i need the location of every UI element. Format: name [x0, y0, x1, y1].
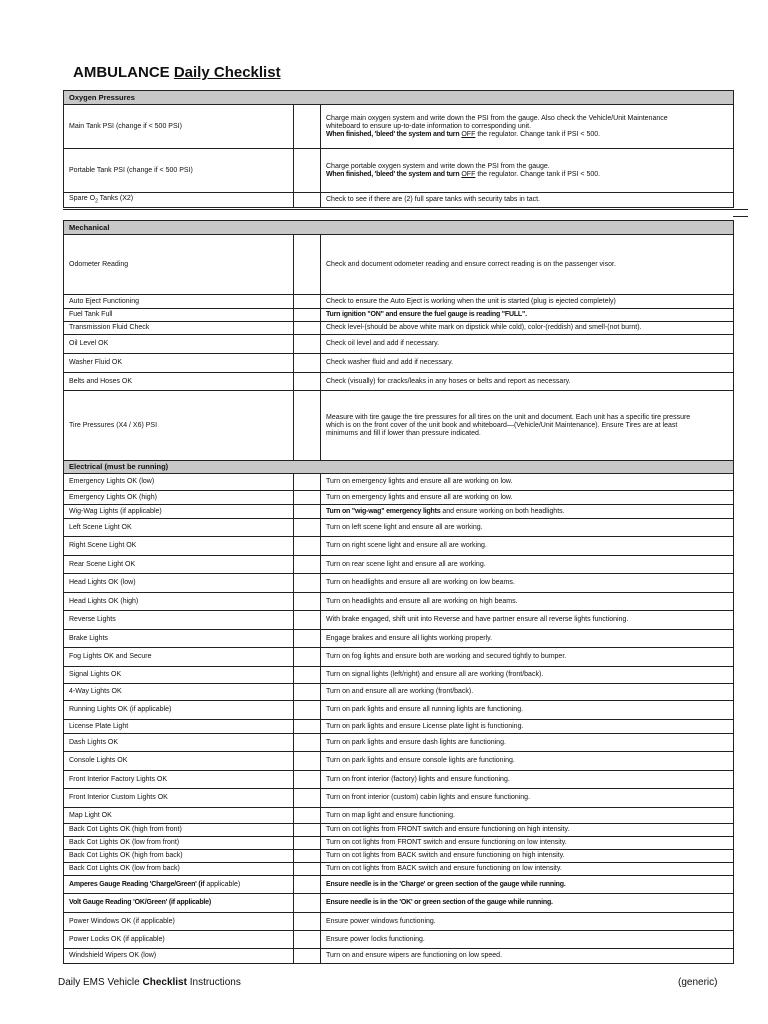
divider	[733, 216, 748, 217]
table-cell: Main Tank PSI (change if < 500 PSI)	[64, 105, 294, 149]
check-box[interactable]	[294, 684, 321, 701]
table-row	[64, 335, 734, 354]
cell-text: the regulator. Change tank if PSI < 500.	[477, 130, 601, 138]
cell-text: the regulator. Change tank if PSI < 500.	[477, 170, 601, 178]
table-cell: Check washer fluid and add if necessary.	[321, 354, 734, 373]
table-cell: Turn on cot lights from FRONT switch and ensure functioning on high intensity.	[321, 824, 734, 837]
table-cell: Measure with tire gauge the tire pressures for all tires on the unit and document. Each unit has a specific tire pressure which is on the front cover of the unit book and whiteboard—(Vehicle/Unit Maintenance). Ensure Tires are at least minimums and fill if lower than pressure indicated.	[321, 391, 734, 461]
table-cell: Rear Scene Light OK	[64, 556, 294, 574]
table-row	[64, 235, 734, 295]
table-row	[64, 373, 734, 391]
table-cell: Belts and Hoses OK	[64, 373, 294, 391]
table-row	[64, 295, 734, 309]
table-row	[64, 771, 734, 789]
check-box[interactable]	[294, 235, 321, 295]
table-cell: Emergency Lights OK (low)	[64, 474, 294, 491]
table-row	[64, 309, 734, 322]
section-header	[64, 221, 734, 235]
table-row	[64, 611, 734, 630]
table-cell: Fog Lights OK and Secure	[64, 648, 294, 667]
table-row	[64, 105, 734, 149]
cell-text: applicable)	[204, 880, 241, 888]
table-cell: 4-Way Lights OK	[64, 684, 294, 701]
table-row	[64, 701, 734, 720]
table-cell: Volt Gauge Reading 'OK/Green' (if applicable)	[64, 894, 294, 913]
check-box[interactable]	[294, 850, 321, 863]
table-cell: Turn on headlights and ensure all are working on low beams.	[321, 574, 734, 593]
check-box[interactable]	[294, 105, 321, 149]
cell-text: Tanks (X2)	[97, 194, 134, 202]
mechanical-electrical-table	[63, 220, 734, 964]
check-box[interactable]	[294, 537, 321, 556]
page-title	[73, 64, 281, 81]
check-box[interactable]	[294, 876, 321, 894]
table-cell: Tire Pressures (X4 / X6) PSI	[64, 391, 294, 461]
table-row	[64, 789, 734, 808]
table-row	[64, 931, 734, 949]
cell-text: 2	[95, 198, 98, 205]
table-cell: Reverse Lights	[64, 611, 294, 630]
table-row	[64, 537, 734, 556]
table-cell: Signal Lights OK	[64, 667, 294, 684]
table-cell: Turn on rear scene light and ensure all are working.	[321, 556, 734, 574]
check-box[interactable]	[294, 556, 321, 574]
table-cell: Back Cot Lights OK (low from front)	[64, 837, 294, 850]
check-box[interactable]	[294, 913, 321, 931]
check-box[interactable]	[294, 771, 321, 789]
table-row	[64, 667, 734, 684]
check-box[interactable]	[294, 720, 321, 734]
check-box[interactable]	[294, 193, 321, 208]
table-row	[64, 863, 734, 876]
table-cell: Check (visually) for cracks/leaks in any hoses or belts and report as necessary.	[321, 373, 734, 391]
check-box[interactable]	[294, 949, 321, 964]
table-cell: Back Cot Lights OK (high from front)	[64, 824, 294, 837]
check-box[interactable]	[294, 837, 321, 850]
check-box[interactable]	[294, 149, 321, 193]
check-box[interactable]	[294, 354, 321, 373]
cell-text: Daily Checklist	[173, 64, 281, 81]
check-box[interactable]	[294, 894, 321, 913]
table-cell	[64, 193, 294, 208]
table-cell: Ensure needle is in the 'Charge' or green section of the gauge while running.	[321, 876, 734, 894]
table-row	[64, 354, 734, 373]
table-cell: Turn on and ensure wipers are functioning on low speed.	[321, 949, 734, 964]
table-cell: Turn on park lights and ensure all running lights are functioning.	[321, 701, 734, 720]
check-box[interactable]	[294, 373, 321, 391]
table-row	[64, 149, 734, 193]
table-cell: Transmission Fluid Check	[64, 322, 294, 335]
table-row	[64, 913, 734, 931]
check-box[interactable]	[294, 309, 321, 322]
table-cell	[64, 876, 294, 894]
check-box[interactable]	[294, 391, 321, 461]
table-cell: Front Interior Factory Lights OK	[64, 771, 294, 789]
check-box[interactable]	[294, 322, 321, 335]
table-row	[64, 752, 734, 771]
table-cell: Check level-(should be above white mark on dipstick while cold), color-(reddish) and smell-(not burnt).	[321, 322, 734, 335]
check-box[interactable]	[294, 611, 321, 630]
check-box[interactable]	[294, 519, 321, 537]
table-cell: Check to ensure the Auto Eject is working when the unit is started (plug is ejected completely)	[321, 295, 734, 309]
table-cell: Oxygen Pressures	[64, 91, 734, 105]
table-cell: Charge portable oxygen system and write down the PSI from the gauge. When finished, 'bleed' the system and turn OFF the regulator. Change tank if PSI < 500.	[321, 149, 734, 193]
table-cell: Head Lights OK (low)	[64, 574, 294, 593]
cell-text: Instructions	[186, 977, 241, 988]
table-row	[64, 837, 734, 850]
table-cell: Oil Level OK	[64, 335, 294, 354]
table-cell: Turn on and ensure all are working (front/back).	[321, 684, 734, 701]
table-cell: Turn on fog lights and ensure both are working and secured tightly to bumper.	[321, 648, 734, 667]
table-cell: Right Scene Light OK	[64, 537, 294, 556]
table-cell: Turn on emergency lights and ensure all are working on low.	[321, 474, 734, 491]
table-cell: Power Windows OK (if applicable)	[64, 913, 294, 931]
table-cell: Turn on signal lights (left/right) and ensure all are working (front/back).	[321, 667, 734, 684]
section-header	[64, 91, 734, 105]
check-box[interactable]	[294, 667, 321, 684]
cell-text: Checklist	[142, 977, 187, 988]
table-cell: Ensure power locks functioning.	[321, 931, 734, 949]
table-cell: Turn on park lights and ensure License plate light is functioning.	[321, 720, 734, 734]
table-row	[64, 824, 734, 837]
table-cell: Ensure power windows functioning.	[321, 913, 734, 931]
table-row	[64, 505, 734, 519]
table-cell: Odometer Reading	[64, 235, 294, 295]
check-box[interactable]	[294, 335, 321, 354]
cell-text: When finished, 'bleed' the system and turn	[326, 170, 460, 178]
table-row	[64, 876, 734, 894]
table-cell: Turn on right scene light and ensure all are working.	[321, 537, 734, 556]
table-row	[64, 556, 734, 574]
table-cell: Turn on park lights and ensure dash lights are functioning.	[321, 734, 734, 752]
table-row	[64, 322, 734, 335]
table-cell: Turn ignition "ON" and ensure the fuel gauge is reading "FULL".	[321, 309, 734, 322]
check-box[interactable]	[294, 574, 321, 593]
table-cell: Fuel Tank Full	[64, 309, 294, 322]
cell-text: Turn on "wig-wag" emergency lights	[326, 507, 441, 515]
table-cell: Turn on cot lights from BACK switch and ensure functioning on high intensity.	[321, 850, 734, 863]
table-cell: Engage brakes and ensure all lights working properly.	[321, 630, 734, 648]
check-box[interactable]	[294, 701, 321, 720]
table-cell: Turn on left scene light and ensure all are working.	[321, 519, 734, 537]
table-cell: Power Locks OK (if applicable)	[64, 931, 294, 949]
table-cell: Turn on map light and ensure functioning.	[321, 808, 734, 824]
table-cell: Check to see if there are (2) full spare tanks with security tabs in tact.	[321, 193, 734, 208]
check-box[interactable]	[294, 824, 321, 837]
table-cell: Turn on front interior (custom) cabin lights and ensure functioning.	[321, 789, 734, 808]
check-box[interactable]	[294, 505, 321, 519]
table-cell: Ensure needle is in the 'OK' or green section of the gauge while running.	[321, 894, 734, 913]
table-cell: Washer Fluid OK	[64, 354, 294, 373]
table-cell: Charge main oxygen system and write down the PSI from the gauge. Also check the Vehicle/Unit Maintenance whiteboard to ensure up-to-date information to corresponding unit. When finished, 'bleed' the system and turn OFF the regulator. Change tank if PSI < 500.	[321, 105, 734, 149]
table-cell: Turn on park lights and ensure console lights are functioning.	[321, 752, 734, 771]
cell-text: Spare O	[69, 194, 96, 202]
table-row	[64, 193, 734, 208]
table-row	[64, 630, 734, 648]
table-row	[64, 519, 734, 537]
table-cell: Wig-Wag Lights (if applicable)	[64, 505, 294, 519]
table-cell: Back Cot Lights OK (high from back)	[64, 850, 294, 863]
table-row	[64, 574, 734, 593]
check-box[interactable]	[294, 863, 321, 876]
table-row	[64, 894, 734, 913]
table-cell: Map Light OK	[64, 808, 294, 824]
table-cell: Running Lights OK (if applicable)	[64, 701, 294, 720]
table-cell	[321, 505, 734, 519]
table-cell: Portable Tank PSI (change if < 500 PSI)	[64, 149, 294, 193]
table-cell: Turn on emergency lights and ensure all are working on low.	[321, 491, 734, 505]
cell-text: OFF	[461, 170, 476, 178]
footer-document-name	[58, 977, 241, 988]
table-row	[64, 474, 734, 491]
table-cell: Check oil level and add if necessary.	[321, 335, 734, 354]
table-row	[64, 808, 734, 824]
table-cell: Dash Lights OK	[64, 734, 294, 752]
table-cell: Turn on cot lights from BACK switch and ensure functioning on low intensity.	[321, 863, 734, 876]
table-cell: Turn on cot lights from FRONT switch and ensure functioning on low intensity.	[321, 837, 734, 850]
table-cell: License Plate Light	[64, 720, 294, 734]
check-box[interactable]	[294, 474, 321, 491]
table-row	[64, 720, 734, 734]
table-row	[64, 949, 734, 964]
table-cell: Auto Eject Functioning	[64, 295, 294, 309]
table-cell: Windshield Wipers OK (low)	[64, 949, 294, 964]
table-cell: Turn on front interior (factory) lights and ensure functioning.	[321, 771, 734, 789]
check-box[interactable]	[294, 734, 321, 752]
table-cell: Front Interior Custom Lights OK	[64, 789, 294, 808]
cell-text: Amperes Gauge Reading 'Charge/Green' (if	[69, 880, 205, 888]
check-box[interactable]	[294, 295, 321, 309]
table-cell: With brake engaged, shift unit into Reverse and have partner ensure all reverse lights functioning.	[321, 611, 734, 630]
table-row	[64, 684, 734, 701]
table-cell: Left Scene Light OK	[64, 519, 294, 537]
table-cell: Check and document odometer reading and ensure correct reading is on the passenger visor.	[321, 235, 734, 295]
cell-text: AMBULANCE	[73, 64, 170, 81]
table-row	[64, 391, 734, 461]
cell-text: OFF	[461, 130, 476, 138]
cell-text: and ensure working on both headlights.	[440, 507, 565, 515]
check-box[interactable]	[294, 648, 321, 667]
table-cell: Back Cot Lights OK (low from back)	[64, 863, 294, 876]
table-row	[64, 850, 734, 863]
table-cell: Mechanical	[64, 221, 734, 235]
check-box[interactable]	[294, 752, 321, 771]
cell-text: Daily EMS Vehicle	[58, 977, 143, 988]
cell-text: When finished, 'bleed' the system and turn	[326, 130, 460, 138]
check-box[interactable]	[294, 491, 321, 505]
table-row	[64, 491, 734, 505]
check-box[interactable]	[294, 808, 321, 824]
check-box[interactable]	[294, 931, 321, 949]
divider	[63, 209, 748, 210]
table-row	[64, 734, 734, 752]
table-row	[64, 648, 734, 667]
table-cell: Electrical (must be running)	[64, 461, 734, 474]
table-cell: Head Lights OK (high)	[64, 593, 294, 611]
check-box[interactable]	[294, 789, 321, 808]
table-cell: Emergency Lights OK (high)	[64, 491, 294, 505]
check-box[interactable]	[294, 630, 321, 648]
table-row	[64, 593, 734, 611]
footer-version: (generic)	[678, 977, 718, 988]
oxygen-table	[63, 90, 734, 208]
table-cell: Console Lights OK	[64, 752, 294, 771]
table-cell: Turn on headlights and ensure all are working on high beams.	[321, 593, 734, 611]
table-cell: Brake Lights	[64, 630, 294, 648]
check-box[interactable]	[294, 593, 321, 611]
section-header	[64, 461, 734, 474]
